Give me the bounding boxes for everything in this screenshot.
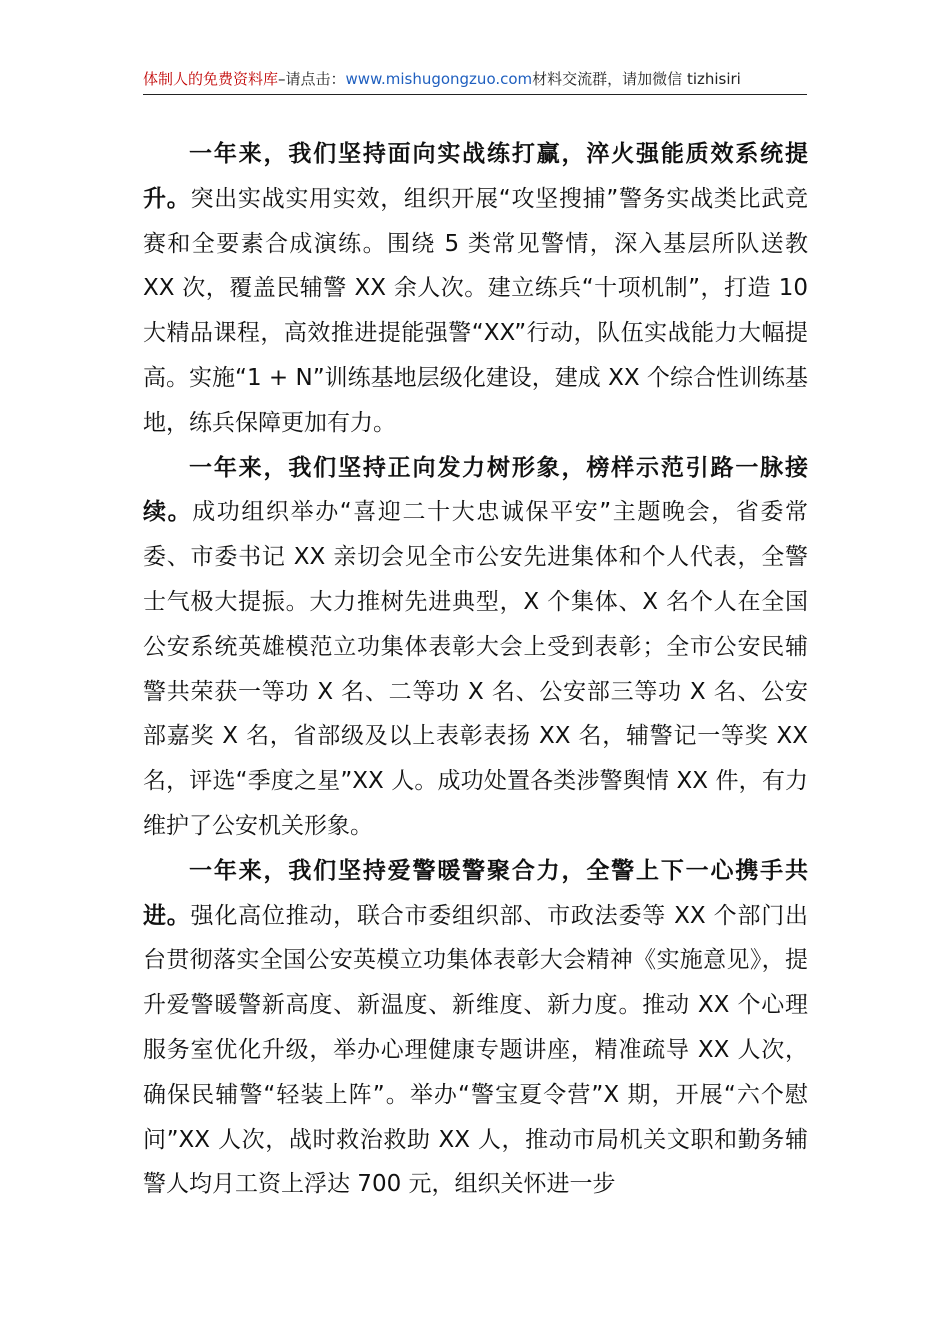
- paragraph-2-text: 成功组织举办“喜迎二十大忠诚保平安”主题晚会，省委常委、市委书记 XX 亲切会见全市公安先进集体和个人代表，全警士气极大提振。大力推树先进典型，X 个集体、X 名个人在全国公安系统英雄模范立功集体表彰大会上受到表彰；全市公安民辅警共荣获一等功 X 名、二等功 X 名、公安部三等功 X 名、公安部嘉奖 X 名，省部级及以上表彰表扬 XX 名，辅警记一等奖 XX 名，评选“季度之星”XX 人。成功处置各类涉警舆情 XX 件，有力维护了公安机关形象。: [143, 499, 808, 839]
- paragraph-3-lead: 一年来，我们坚持爱警暖警聚合力，全警上下一心携手共进。: [143, 857, 808, 929]
- paragraph-2: [143, 446, 808, 849]
- paragraph-3: [143, 849, 808, 1207]
- paragraph-1-lead: 一年来，我们坚持面向实战练打赢，淬火强能质效系统提升。: [143, 141, 808, 212]
- paragraph-1-text: 突出实战实用实效，组织开展“攻坚搜捕”警务实战类比武竞赛和全要素合成演练。围绕 5 类常见警情，深入基层所队送教 XX 次，覆盖民辅警 XX 余人次。建立练兵“十项机制”，打造 10 大精品课程，高效推进提能强警“XX”行动，队伍实战能力大幅提高。实施“1 + N”训练基地层级化建设，建成 XX 个综合性训练基地，练兵保障更加有力。: [143, 185, 809, 436]
- document-body: [143, 132, 808, 1207]
- page-header: [143, 64, 807, 95]
- paragraph-2-lead: 一年来，我们坚持正向发力树形象，榜样示范引路一脉接续。: [143, 454, 808, 526]
- paragraph-1: [143, 132, 808, 446]
- header-brand: 体制人的免费资料库: [143, 70, 279, 88]
- header-prompt: –请点击：: [278, 70, 346, 88]
- paragraph-3-text: 强化高位推动，联合市委组织部、市政法委等 XX 个部门出台贯彻落实全国公安英模立功集体表彰大会精神《实施意见》，提升爱警暖警新高度、新温度、新维度、新力度。推动 XX 个心理服务室优化升级，举办心理健康专题讲座，精准疏导 XX 人次，确保民辅警“轻装上阵”。举办“警宝夏令营”X 期，开展“六个慰问”XX 人次，战时救治救助 XX 人，推动市局机关文职和勤务辅警人均月工资上浮达 700 元，组织关怀进一步: [143, 902, 808, 1198]
- header-tail: 材料交流群，请加微信 tizhisiri: [532, 70, 741, 88]
- header-url-link[interactable]: www.mishugongzuo.com: [345, 70, 533, 88]
